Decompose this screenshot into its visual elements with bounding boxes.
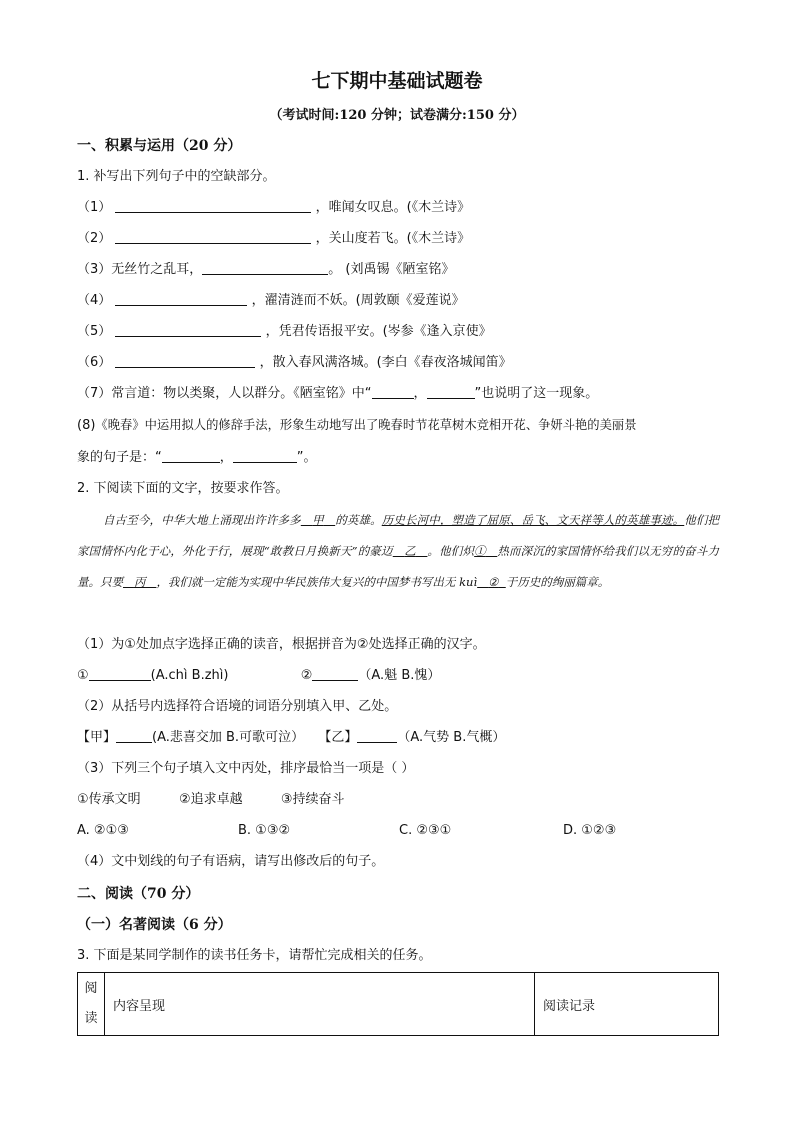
- q2-sub1: （1）为①处加点字选择正确的读音，根据拼音为②处选择正确的汉字。: [77, 637, 486, 652]
- answer-blank[interactable]: [427, 384, 475, 399]
- item-text: ，散入春风满洛城。(李白《春夜洛城闻笛》: [259, 355, 512, 370]
- underlined-sentence: 历史长河中，塑造了屈原、岳飞、文天祥等人的英雄事迹。: [381, 513, 685, 527]
- section2-subheading: （一）名著阅读（6 分）: [77, 917, 232, 933]
- item-text: 象的句子是：“: [77, 450, 162, 465]
- choice-d[interactable]: D. ①②③: [563, 823, 617, 838]
- q2-sub2: （2）从括号内选择符合语境的词语分别填入甲、乙处。: [77, 699, 398, 714]
- answer-blank[interactable]: [162, 448, 220, 463]
- answer-blank[interactable]: [89, 666, 151, 681]
- passage-text: 。他们炽: [427, 544, 475, 558]
- q2-sub3: （3）下列三个句子填入文中丙处，排序最恰当一项是（ ）: [77, 761, 415, 776]
- item-text: ，凭君传语报平安。(岑参《逢入京使》: [265, 324, 492, 339]
- choice-c[interactable]: C. ②③①: [399, 823, 452, 838]
- item-text: ，濯清涟而不妖。(周敦颐《爱莲说》: [251, 293, 465, 308]
- q3-stem: 3. 下面是某同学制作的读书任务卡，请帮忙完成相关的任务。: [77, 948, 432, 963]
- answer-blank[interactable]: [357, 728, 397, 743]
- q1-item-8-cont: [77, 448, 317, 468]
- blank-label: 乙: [404, 544, 416, 558]
- item-text: ，: [219, 450, 233, 465]
- table-cell-content: 内容呈现: [105, 973, 535, 1036]
- q2-sub3-phrases: [77, 790, 345, 810]
- q1-item-5: [77, 322, 492, 342]
- item-text: 无丝竹之乱耳，: [111, 262, 203, 277]
- sub-label: 【甲】: [77, 730, 117, 745]
- blank-label: 甲: [312, 513, 324, 527]
- phrase: ②追求卓越: [178, 792, 243, 807]
- q2-sub1-answers: [77, 666, 440, 686]
- sub-label: 【乙】: [318, 730, 358, 745]
- page-title: 七下期中基础试题卷: [311, 70, 483, 92]
- table-row: [78, 973, 719, 1036]
- answer-blank[interactable]: [115, 353, 255, 368]
- blank-bing: [123, 575, 156, 589]
- q1-item-6: [77, 353, 512, 373]
- answer-blank[interactable]: [312, 666, 358, 681]
- section2-heading: 二、阅读（70 分）: [77, 886, 200, 902]
- blank-label: ①: [474, 544, 486, 558]
- item-number: （6）: [77, 355, 112, 370]
- section1-heading: 一、积累与运用（20 分）: [77, 138, 242, 154]
- item-text: ”也说明了这一现象。: [474, 386, 599, 401]
- blank-label: 丙: [133, 575, 146, 589]
- choice-options: (A.悲喜交加 B.可歌可泣）: [152, 730, 305, 745]
- q1-stem: 1. 补写出下列句子中的空缺部分。: [77, 169, 276, 184]
- reading-task-card: [77, 972, 719, 1036]
- item-text: 《晚春》中运用拟人的修辞手法，形象生动地写出了晚春时节花草树木竞相开花、争妍斗艳的美丽景: [95, 418, 637, 432]
- passage-text: 热而深沉的家国情怀给我们以无穷的奋斗力量。只要: [77, 544, 720, 589]
- passage-text: 的英雄。: [335, 513, 382, 527]
- choice-b[interactable]: B. ①③②: [238, 823, 291, 838]
- blank-2: [477, 575, 506, 589]
- q1-item-4: [77, 291, 465, 311]
- q1-item-2: [77, 229, 470, 249]
- passage-text: 他们把家国情怀内化于心，外化于行，展现“敢教日月换新天”的豪迈: [77, 513, 720, 558]
- q1-item-8: [77, 415, 637, 436]
- answer-blank[interactable]: [115, 198, 311, 213]
- reading-passage: [77, 505, 719, 598]
- blank-jia: [301, 513, 335, 527]
- answer-blank[interactable]: [115, 322, 261, 337]
- q1-item-1: [77, 198, 470, 218]
- answer-blank[interactable]: [116, 728, 152, 743]
- item-text: ，: [413, 386, 427, 401]
- item-number: （7）: [77, 386, 112, 401]
- item-text: 常言道：物以类聚，人以群分。《陋室铭》中“: [111, 386, 372, 401]
- q1-item-3: [77, 260, 455, 280]
- answer-blank[interactable]: [115, 229, 311, 244]
- passage-text: ，我们就一定能为实现中华民族伟大复兴的中国梦书写出无 kuì: [156, 575, 478, 589]
- answer-blank[interactable]: [372, 384, 414, 399]
- sub-label: ②: [300, 668, 313, 683]
- blank-label: ②: [488, 575, 499, 589]
- passage-text: 于历史的绚丽篇章。: [505, 575, 610, 589]
- item-number: （4）: [77, 293, 112, 308]
- q2-sub4: （4）文中划线的句子有语病，请写出修改后的句子。: [77, 854, 385, 869]
- answer-blank[interactable]: [202, 260, 328, 275]
- q2-sub2-answers: [77, 728, 505, 748]
- choice-options: （A.气势 B.气概）: [397, 730, 506, 745]
- sub-label: ①: [77, 668, 89, 683]
- phrase: ③持续奋斗: [280, 792, 345, 807]
- item-number: （1）: [77, 200, 112, 215]
- choice-options: (A.chì B.zhì): [150, 668, 229, 683]
- item-number: （3）: [77, 262, 112, 277]
- answer-blank[interactable]: [233, 448, 297, 463]
- q1-item-7: [77, 384, 598, 404]
- answer-blank[interactable]: [115, 291, 247, 306]
- choice-options: （A.魁 B.愧）: [358, 668, 441, 683]
- table-cell-reading: 阅读: [78, 973, 105, 1036]
- table-cell-record: 阅读记录: [535, 973, 719, 1036]
- item-text: ，唯闻女叹息。(《木兰诗》: [315, 200, 471, 215]
- item-number: （5）: [77, 324, 112, 339]
- choice-a[interactable]: A. ②①③: [77, 823, 129, 838]
- blank-yi: [393, 544, 428, 558]
- exam-info: （考试时间:120 分钟；试卷满分:150 分）: [269, 108, 525, 123]
- item-number: (8): [77, 418, 96, 433]
- q2-stem: 2. 下阅读下面的文字，按要求作答。: [77, 481, 289, 496]
- blank-1: [474, 544, 497, 558]
- item-text: 。 (刘禹锡《陋室铭》: [328, 262, 455, 277]
- phrase: ①传承文明: [77, 792, 141, 807]
- item-text: ，关山度若飞。(《木兰诗》: [315, 231, 471, 246]
- passage-text: 自古至今，中华大地上涌现出许许多多: [103, 513, 301, 527]
- item-text: ”。: [296, 450, 317, 465]
- item-number: （2）: [77, 231, 112, 246]
